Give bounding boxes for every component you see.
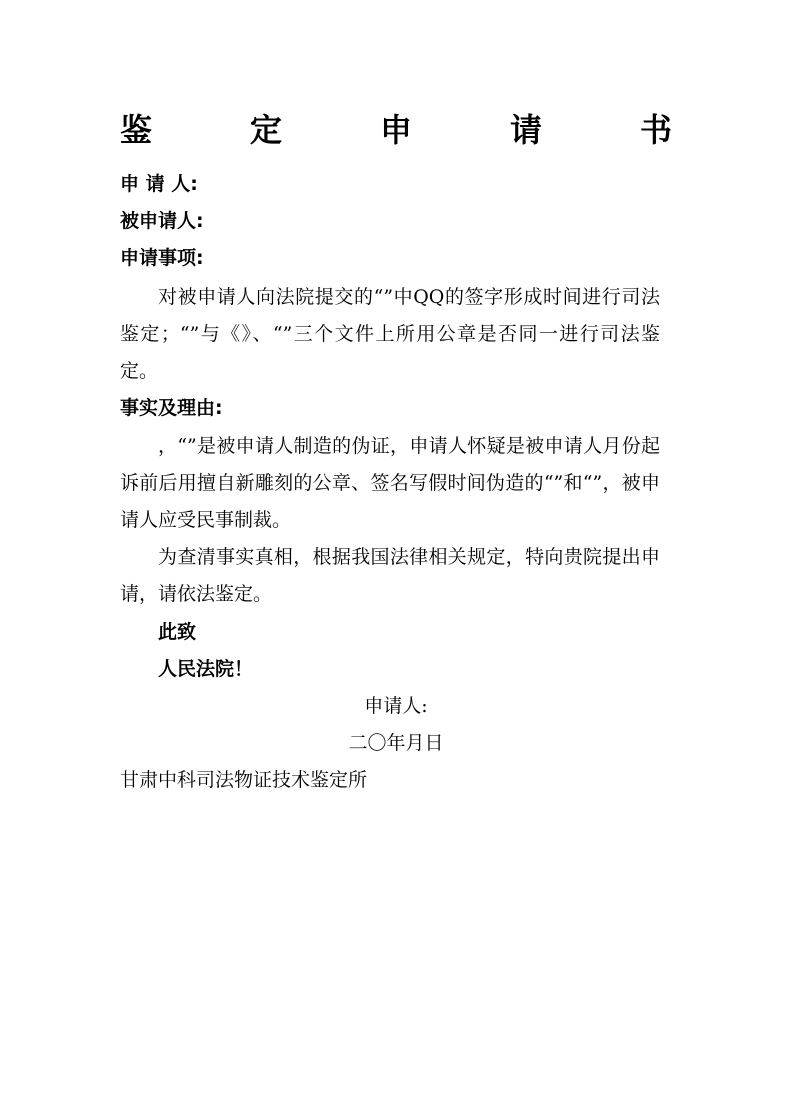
- title-char: 鉴: [120, 111, 153, 149]
- document-title: [120, 103, 672, 153]
- court-addressee: 人民法院！: [158, 658, 254, 680]
- matters-label: 申请事项:: [120, 247, 204, 269]
- applicant-label: 申 请 人:: [120, 173, 198, 195]
- facts-label: 事实及理由:: [120, 397, 223, 419]
- title-char: 定: [249, 111, 282, 149]
- title-char: 请: [509, 111, 542, 149]
- date-line: 二〇年月日: [348, 732, 444, 754]
- title-char: 书: [639, 111, 672, 149]
- respondent-label: 被申请人:: [120, 210, 204, 232]
- facts-paragraph-2: 为查清事实真相，根据我国法律相关规定，特向贵院提出申请，请依法鉴定。: [120, 546, 660, 605]
- institution-name: 甘肃中科司法物证技术鉴定所: [120, 769, 368, 791]
- title-char: 申: [379, 111, 412, 149]
- facts-paragraph-1: ，“”是被申请人制造的伪证，申请人怀疑是被申请人月份起诉前后用擅自新雕刻的公章、签名写假时间伪造的“”和“”，被申请人应受民事制裁。: [120, 435, 660, 531]
- matters-paragraph: 对被申请人向法院提交的“”中QQ的签字形成时间进行司法鉴定；“”与《》、“”三个文件上所用公章是否同一进行司法鉴定。: [120, 286, 660, 382]
- signature-label: 申请人:: [364, 695, 428, 717]
- closing-salutation: 此致: [158, 621, 197, 643]
